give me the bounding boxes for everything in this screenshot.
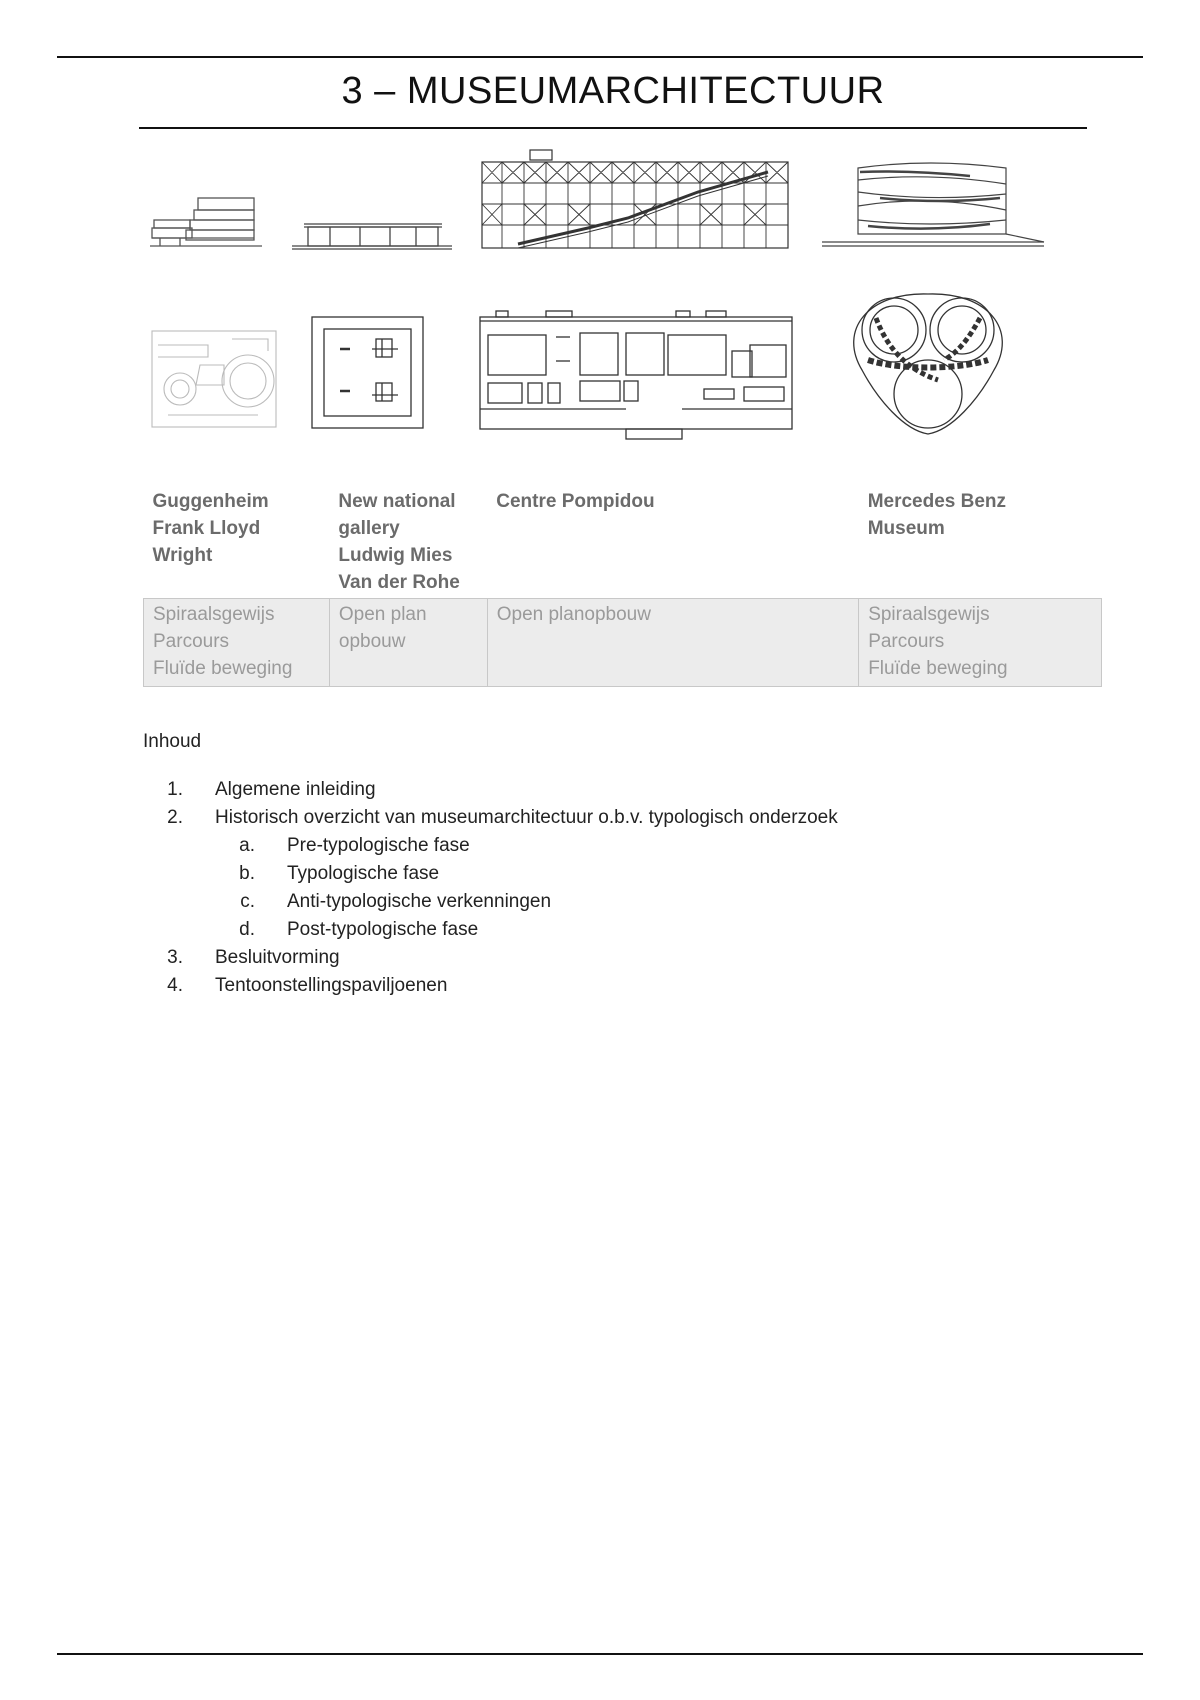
new-national-gallery-plan-drawing	[310, 315, 425, 430]
museum-name-cell: Mercedes Benz Museum	[867, 491, 1007, 539]
museum-trait-cell: Open plan opbouw	[329, 599, 487, 687]
museum-trait-cell: Spiraalsgewijs Parcours Fluïde beweging	[859, 599, 1102, 687]
footer-rule	[57, 1653, 1143, 1655]
centre-pompidou-elevation-drawing	[478, 148, 794, 252]
museum-names-row	[144, 488, 1102, 599]
new-national-gallery-elevation-drawing	[290, 215, 455, 255]
museum-traits-row	[144, 599, 1102, 687]
museum-name-cell: Centre Pompidou	[496, 491, 655, 512]
centre-pompidou-plan-drawing	[476, 305, 796, 440]
page-title: 3 – MUSEUMARCHITECTUUR	[341, 70, 885, 112]
museum-name-cell: New national gallery Ludwig Mies Van der Rohe	[338, 491, 460, 593]
mercedes-benz-plan-drawing	[848, 290, 1008, 440]
toc-heading: Inhoud	[143, 731, 202, 752]
museum-trait-cell: Open planopbouw	[487, 599, 858, 687]
guggenheim-plan-drawing	[148, 325, 283, 435]
title-underline	[139, 127, 1087, 129]
mercedes-benz-elevation-drawing	[820, 158, 1050, 254]
museum-name-cell: Guggenheim Frank Lloyd Wright	[152, 491, 269, 566]
header-rule	[57, 56, 1143, 58]
museum-comparison-table	[143, 488, 1102, 687]
museum-trait-cell: Spiraalsgewijs Parcours Fluïde beweging	[144, 599, 330, 687]
guggenheim-elevation-drawing	[150, 190, 270, 260]
